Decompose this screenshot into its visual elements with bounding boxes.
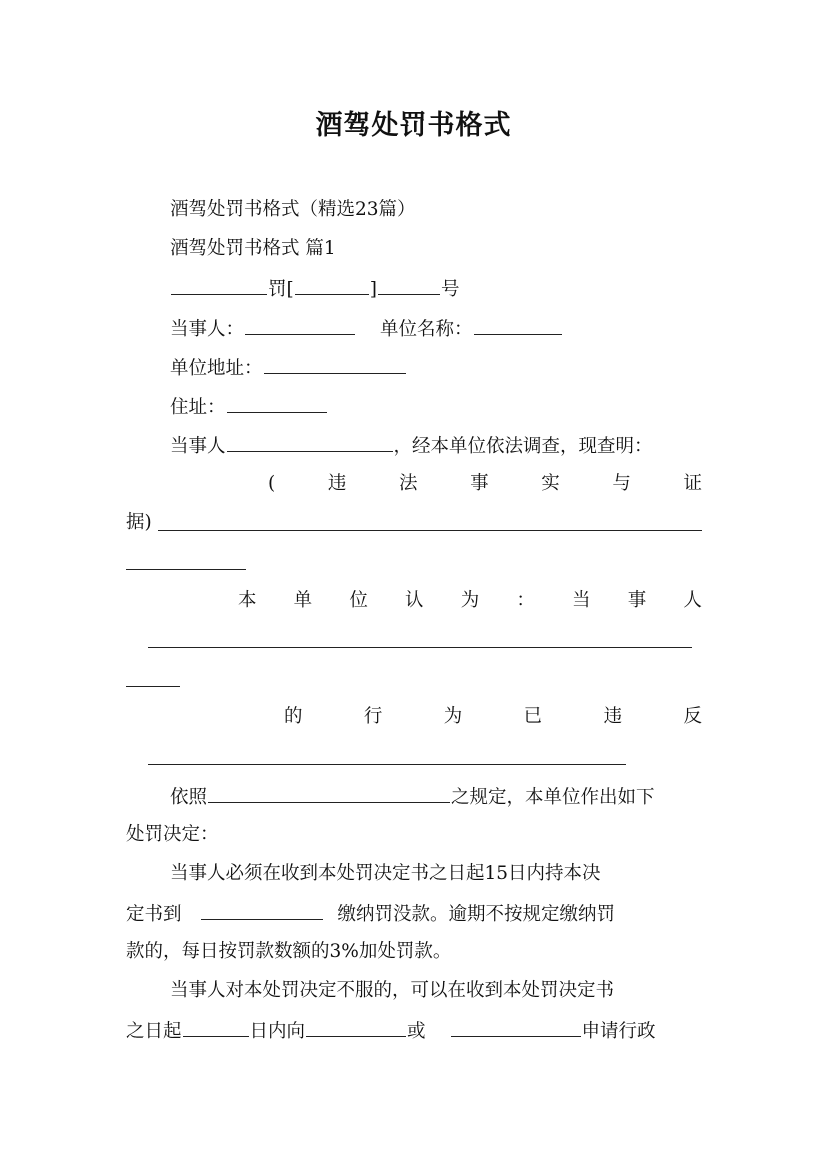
- payment-line-1: 当事人必须在收到本处罚决定书之日起15日内持本决: [170, 863, 601, 884]
- blank-field: [245, 316, 355, 335]
- evidence-char: 与: [612, 473, 631, 494]
- payment-text: 缴纳罚没款。逾期不按规定缴纳罚: [337, 904, 616, 925]
- violation-char: 已: [523, 706, 543, 727]
- payment-text: 定书到: [126, 904, 182, 925]
- blank-field: [208, 784, 450, 803]
- violation-char: 违: [603, 706, 623, 727]
- appeal-text: 或: [407, 1021, 426, 1042]
- blank-rule: [126, 686, 180, 687]
- evidence-char: (: [268, 473, 276, 494]
- opinion-char: ：: [516, 590, 535, 611]
- evidence-char: 违: [327, 473, 347, 494]
- opinion-line: [238, 589, 702, 613]
- evidence-char: 证: [683, 473, 702, 494]
- address-line: [170, 394, 328, 420]
- evidence-char: 事: [470, 473, 489, 494]
- document-number-line: [170, 276, 459, 302]
- provision-text: 之规定，本单位作出如下: [451, 787, 655, 808]
- opinion-char: 为: [460, 590, 480, 611]
- opinion-char: 单: [293, 590, 313, 611]
- opinion-char: 认: [405, 590, 424, 611]
- evidence-end-label: 据): [126, 512, 152, 533]
- violation-char: 的: [284, 706, 303, 727]
- blank-field: [171, 276, 267, 295]
- violation-char: 反: [683, 706, 702, 727]
- basis-label: 依照: [170, 787, 208, 808]
- blank-rule: [148, 764, 626, 765]
- opinion-char: 本: [238, 590, 257, 611]
- party-line: [170, 316, 563, 342]
- blank-field: [227, 394, 327, 413]
- basis-line: [170, 784, 655, 810]
- opinion-char: 当: [572, 590, 591, 611]
- unit-name-label: 单位名称：: [380, 319, 473, 340]
- violation-line: [284, 705, 702, 729]
- violation-char: 行: [363, 706, 383, 727]
- appeal-text: 申请行政: [581, 1021, 656, 1042]
- blank-field: [295, 276, 369, 295]
- bracket-close: ]: [369, 279, 377, 300]
- party-text: 当事人: [170, 436, 226, 457]
- section-heading: 酒驾处罚书格式 篇1: [170, 238, 336, 259]
- investigation-text: ，经本单位依法调查，现查明：: [393, 436, 653, 457]
- unit-address-line: [170, 355, 407, 381]
- blank-field: [264, 355, 406, 374]
- blank-field: [201, 901, 323, 920]
- decision-label: 处罚决定：: [126, 824, 219, 845]
- party-label: 当事人：: [170, 319, 245, 340]
- appeal-text: 日内向: [249, 1021, 306, 1042]
- blank-rule: [126, 569, 246, 570]
- evidence-char: 法: [398, 473, 418, 494]
- subtitle-line: 酒驾处罚书格式（精选23篇）: [170, 199, 416, 220]
- blank-rule: [148, 647, 692, 648]
- evidence-char: 实: [541, 473, 560, 494]
- hao-label: 号: [440, 279, 460, 300]
- address-label: 住址：: [170, 397, 226, 418]
- opinion-char: 人: [683, 590, 702, 611]
- opinion-char: 事: [627, 590, 647, 611]
- blank-rule: [158, 530, 702, 531]
- payment-line-2: [126, 901, 615, 927]
- appeal-text: 之日起: [126, 1021, 182, 1042]
- blank-field: [474, 316, 562, 335]
- violation-char: 为: [443, 706, 463, 727]
- blank-field: [227, 433, 393, 452]
- blank-field: [378, 276, 440, 295]
- investigation-line: [170, 433, 653, 459]
- payment-line-3: 款的，每日按罚款数额的3%加处罚款。: [126, 941, 452, 962]
- blank-field: [183, 1018, 249, 1037]
- document-title: 酒驾处罚书格式: [315, 110, 512, 141]
- blank-field: [451, 1018, 581, 1037]
- appeal-line-2: [126, 1018, 656, 1044]
- evidence-line: [268, 472, 702, 496]
- fa-label: 罚[: [268, 279, 294, 300]
- unit-address-label: 单位地址：: [170, 358, 263, 379]
- appeal-line-1: 当事人对本处罚决定不服的，可以在收到本处罚决定书: [170, 980, 615, 1001]
- opinion-char: 位: [349, 590, 368, 611]
- blank-field: [306, 1018, 406, 1037]
